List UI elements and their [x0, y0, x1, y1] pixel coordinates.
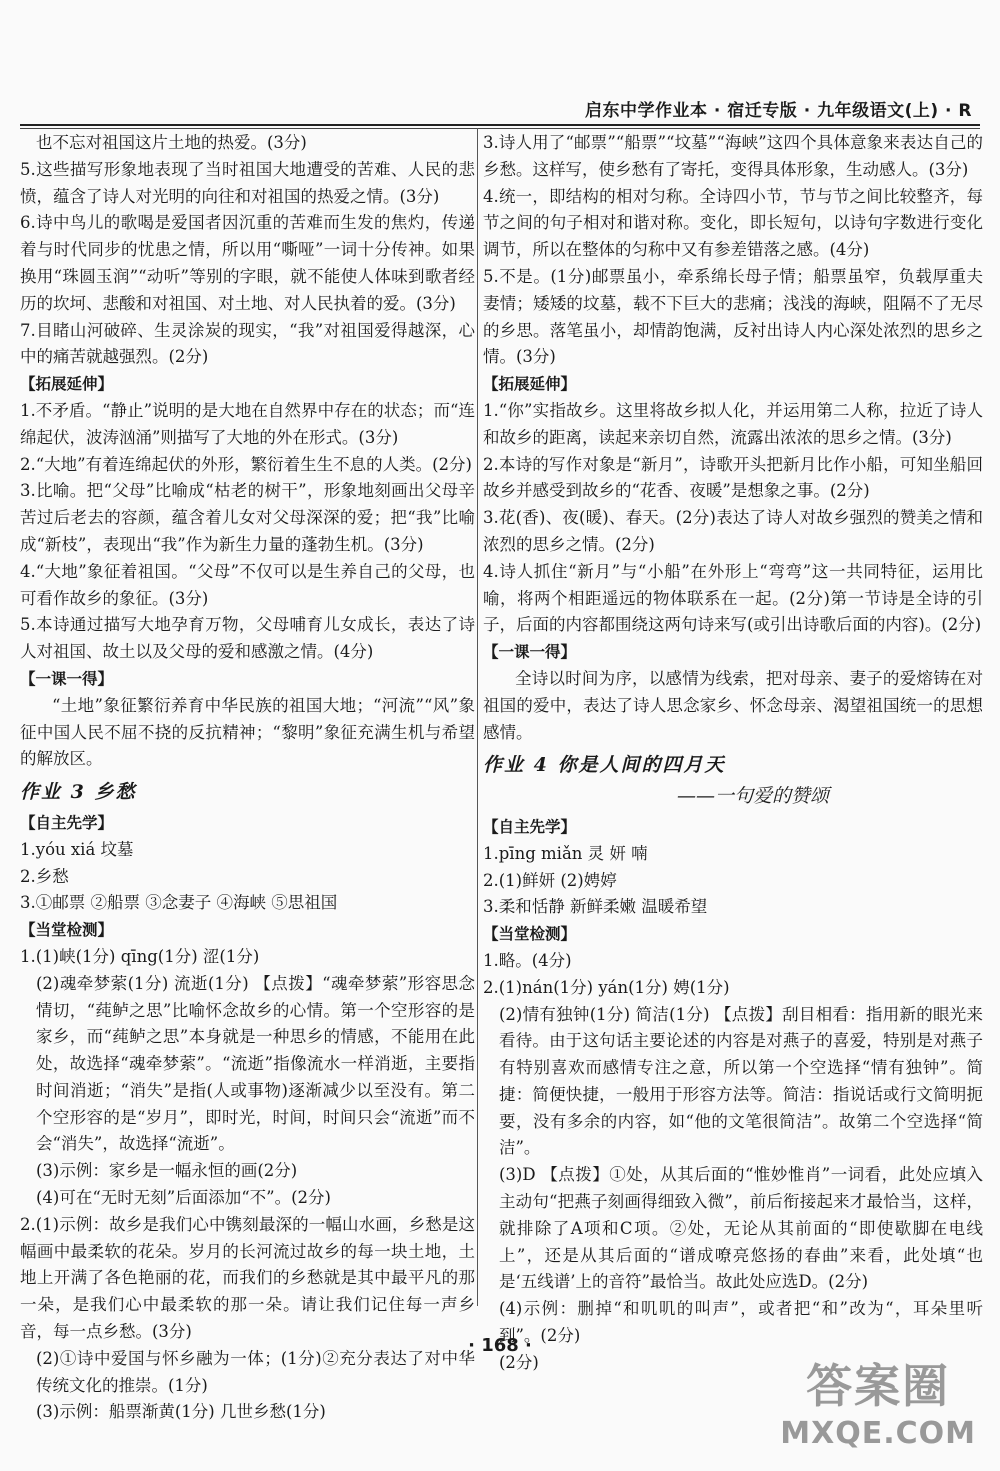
answer-item: 2.乡愁 — [20, 866, 69, 886]
answer-item: 2.本诗的写作对象是“新月”，诗歌开头把新月比作小船，可知坐船回故乡并感受到故乡的“花香、夜暖”是想象之事。(2分) — [483, 454, 983, 501]
answer-item: 3.花(香)、夜(暖)、春天。(2分)表达了诗人对故乡强烈的赞美之情和浓烈的思乡之情。(2分) — [483, 508, 983, 554]
answer-item: 3.柔和恬静 新鲜柔嫩 温暖希望 — [483, 897, 708, 917]
watermark-url: MXQE.COM — [780, 1416, 976, 1451]
answer-item: 4.“大地”象征着祖国。“父母”不仅可以是生养自己的父母，也可看作故乡的象征。(3分) — [20, 561, 475, 608]
answer-item: 3.①邮票 ②船票 ③念妻子 ④海峡 ⑤思祖国 — [20, 893, 338, 913]
answer-item: 2.(1)鲜妍 (2)娉婷 — [483, 870, 617, 890]
answer-item: 6.诗中鸟儿的歌喝是爱国者因沉重的苦难而生发的焦灼，传递着与时代同步的忧患之情，所以用“嘶哑”一词十分传神。如果换用“珠圆玉润”“动听”等别的字眼，就不能使人体味到歌者经历的坎坷、悲酸和对祖国、对土地、对人民执着的爱。(3分) — [20, 213, 475, 313]
watermark — [780, 1350, 976, 1451]
answer-item: 5.本诗通过描写大地孕育万物，父母哺育儿女成长，表达了诗人对祖国、故土以及父母的爱和感激之情。(4分) — [20, 615, 475, 662]
answer-subitem: (2分) — [499, 1352, 539, 1372]
column-divider — [477, 128, 478, 1306]
section-heading: 【拓展延伸】 — [483, 375, 577, 394]
answer-item: 5.这些描写形象地表现了当时祖国大地遭受的苦难、人民的悲愤，蕴含了诗人对光明的向往和对祖国的热爱之情。(3分) — [20, 159, 475, 206]
answer-item: 4.统一，即结构的相对匀称。全诗四小节，节与节之间比较整齐，每节之间的句子相对和谐对称。变化，即长短句，以诗句字数进行变化调节，所以在整体的匀称中又有参差错落之感。(4分) — [483, 186, 983, 260]
answer-item: 1.(1)峡(1分) qīng(1分) 涩(1分) — [20, 946, 260, 966]
assignment-title: 作业 4 你是人间的四月天 — [483, 754, 726, 777]
answer-subitem: (3)D 【点拨】①处，从其后面的“惟妙惟肖”一词看，此处应填入主动句“把燕子刻画得细致入微”，前后衔接起来才最恰当，这样，就排除了A项和C项。②处，无论从其前面的“即使歇脚在电线上”，还是从其后面的“谱成嘹亮悠扬的春曲”来看，此处填“也是‘五线谱’上的音符”最恰当。故此处应选D。(2分) — [499, 1165, 983, 1292]
answer-item: 1.略。(4分) — [483, 950, 572, 970]
answer-item: 3.诗人用了“邮票”“船票”“坟墓”“海峡”这四个具体意象来表达自己的乡愁。这样写，使乡愁有了寄托，变得具体形象，生动感人。(3分) — [483, 133, 983, 179]
section-heading: 【自主先学】 — [483, 817, 577, 836]
summary-paragraph: “土地”象征繁衍养育中华民族的祖国大地；“河流”“风”象征中国人民不屈不挠的反抗精神；“黎明”象征充满生机与希望的解放区。 — [20, 695, 475, 769]
header-rule-thin — [20, 128, 980, 129]
answer-item: 1.不矛盾。“静止”说明的是大地在自然界中存在的状态；而“连绵起伏，波涛汹涌”则描写了大地的外在形式。(3分) — [20, 400, 475, 447]
answer-item: 2.(1)nán(1分) yán(1分) 娉(1分) — [483, 977, 730, 997]
answer-subitem: (2)魂牵梦萦(1分) 流逝(1分) 【点拨】“魂牵梦萦”形容思念情切，“莼鲈之思”比喻怀念故乡的心情。第一个空形容的是家乡，而“莼鲈之思”本身就是一种思乡的情感，不能用在此处，故选择“魂牵梦萦”。“流逝”指像流水一样消逝，主要指时间消逝；“消失”是指(人或事物)逐渐减少以至没有。第二个空形容的是“岁月”，即时光，时间，时间只会“流逝”而不会“消失”，故选择“流逝”。 — [36, 973, 475, 1154]
answer-item: 2.(1)示例：故乡是我们心中镌刻最深的一幅山水画，乡愁是这幅画中最柔软的花朵。岁月的长河流过故乡的每一块土地，土地上开满了各色艳丽的花，而我们的乡愁就是其中最平凡的那一朵，是我们心中最柔软的那一朵。请让我们记住每一声乡音，每一点乡愁。(3分) — [20, 1214, 475, 1342]
section-heading: 【当堂检测】 — [483, 925, 577, 944]
answer-item: 4.诗人抓住“新月”与“小船”在外形上“弯弯”这一共同特征，运用比喻，将两个相距遥远的物体联系在一起。(2分)第一节诗是全诗的引子，后面的内容都围绕这两句诗来写(或引出诗歌后面的内容)。(2分) — [483, 561, 983, 635]
page-number: · 168 · — [468, 1335, 532, 1356]
assignment-title: 作业 3 乡愁 — [20, 781, 137, 804]
answer-subitem: (3)示例：船票渐黄(1分) 几世乡愁(1分) — [36, 1402, 326, 1422]
answer-item: 3.比喻。把“父母”比喻成“枯老的树干”，形象地刻画出父母辛苦过后老去的容颜，蕴含着儿女对父母深深的爱；把“我”比喻成“新枝”，表现出“我”作为新生力量的蓬勃生机。(3分) — [20, 481, 475, 554]
answer-subitem: (2)情有独钟(1分) 简洁(1分) 【点拨】刮目相看：指用新的眼光来看待。由于这句话主要论述的内容是对燕子的喜爱，特别是对燕子有特别喜欢而感情专注之意，所以第一个空选择“情有独钟”。简捷：简便快捷，一般用于形容方法等。简洁：指说话或行文简明扼要，没有多余的内容，如“他的文笔很简洁”。故第二个空选择“简洁”。 — [499, 1004, 983, 1158]
answer-item: 7.目睹山河破碎、生灵涂炭的现实，“我”对祖国爱得越深，心中的痛苦就越强烈。(2分) — [20, 320, 475, 367]
right-column — [483, 130, 983, 1377]
section-heading: 【当堂检测】 — [20, 921, 114, 940]
answer-subitem: (3)示例：家乡是一幅永恒的画(2分) — [36, 1161, 298, 1181]
header-rule — [20, 124, 980, 126]
answer-subitem: (2)①诗中爱国与怀乡融为一体；(1分)②充分表达了对中华传统文化的推崇。(1分) — [36, 1348, 475, 1395]
section-heading: 【自主先学】 — [20, 813, 114, 832]
assignment-subtitle: ——一句爱的赞颂 — [676, 785, 829, 808]
left-column — [20, 130, 475, 1426]
answer-item: 1.yóu xiá 坟墓 — [20, 839, 134, 859]
answer-item: 2.“大地”有着连绵起伏的外形，繁衍着生生不息的人类。(2分) — [20, 454, 472, 474]
answer-subitem: (4)示例：删掉“和叽叽的叫声”，或者把“和”改为“，耳朵里听到”。(2分) — [499, 1299, 983, 1346]
page-header: 启东中学作业本 · 宿迁专版 · 九年级语文(上) · R — [584, 101, 972, 121]
watermark-logo: 答案圈 — [806, 1359, 951, 1413]
answer-subitem: 也不忘对祖国这片土地的热爱。(3分) — [36, 133, 307, 152]
summary-paragraph: 全诗以时间为序，以感情为线索，把对母亲、妻子的爱熔铸在对祖国的爱中，表达了诗人思念家乡、怀念母亲、渴望祖国统一的思想感情。 — [483, 668, 983, 742]
section-heading: 【拓展延伸】 — [20, 375, 114, 394]
answer-subitem: (4)可在“无时无刻”后面添加“不”。(2分) — [36, 1188, 331, 1208]
answer-item: 1.“你”实指故乡。这里将故乡拟人化，并运用第二人称，拉近了诗人和故乡的距离，读起来亲切自然，流露出浓浓的思乡之情。(3分) — [483, 400, 983, 447]
section-heading: 【一课一得】 — [20, 669, 114, 688]
answer-item: 1.pīng miǎn 灵 妍 喃 — [483, 843, 648, 863]
section-heading: 【一课一得】 — [483, 643, 577, 662]
answer-item: 5.不是。(1分)邮票虽小，牵系绵长母子情；船票虽窄，负载厚重夫妻情；矮矮的坟墓，载不下巨大的悲痛；浅浅的海峡，阻隔不了无尽的乡思。落笔虽小，却情韵饱满，反衬出诗人内心深处浓烈的思乡之情。(3分) — [483, 266, 983, 367]
